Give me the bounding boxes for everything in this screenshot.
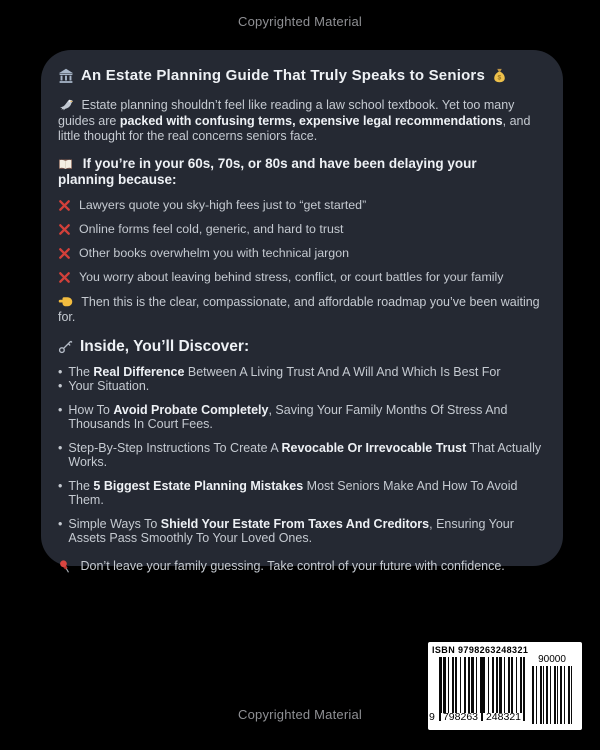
discover-heading-text: Inside, You’ll Discover: bbox=[80, 337, 250, 355]
svg-text:$: $ bbox=[497, 74, 502, 82]
bullet-dot: • bbox=[58, 402, 63, 417]
discover-item bbox=[58, 517, 549, 546]
bullet-dot: • bbox=[58, 440, 63, 455]
discover-item-text: How To Avoid Probate Completely, Saving Your Family Months Of Stress And Thousands In Court Fees. bbox=[68, 402, 508, 431]
discover-heading bbox=[58, 338, 549, 356]
cross-mark-icon bbox=[58, 199, 71, 212]
pain-points-list bbox=[58, 198, 549, 285]
eagle-icon bbox=[58, 97, 73, 112]
pain-points-heading-text: If you’re in your 60s, 70s, or 80s and have been delaying your planning because: bbox=[58, 155, 477, 187]
pain-point-item bbox=[58, 270, 549, 285]
cross-mark-icon bbox=[58, 223, 71, 236]
bullet-dot: • bbox=[58, 379, 63, 393]
pushpin-icon bbox=[58, 559, 72, 573]
money-bag-icon bbox=[492, 68, 507, 83]
isbn-label: ISBN 9798263248321 bbox=[432, 645, 529, 655]
closing-line bbox=[58, 559, 549, 575]
intro-post: , and little thought for the real concerns seniors face. bbox=[58, 113, 531, 143]
bank-icon bbox=[58, 68, 74, 84]
promise-text: Then this is the clear, compassionate, and affordable roadmap you’ve been waiting for. bbox=[58, 294, 540, 324]
pain-point-text: Online forms feel cold, generic, and hard to trust bbox=[79, 221, 344, 236]
intro-pre: Estate planning shouldn’t feel like reading a law school textbook. Yet too many guides are bbox=[58, 98, 515, 128]
barcode-addon-label: 90000 bbox=[538, 654, 566, 665]
discover-item-text: Step-By-Step Instructions To Create A Revocable Or Irrevocable Trust That Actually Works. bbox=[68, 440, 542, 469]
open-book-icon bbox=[58, 158, 73, 171]
closing-text: Don’t leave your family guessing. Take control of your future with confidence. bbox=[80, 558, 505, 573]
bullet-dot: • bbox=[58, 478, 63, 493]
discover-item bbox=[58, 365, 549, 394]
discover-item bbox=[58, 441, 549, 470]
pain-point-item bbox=[58, 246, 549, 261]
pain-point-item bbox=[58, 222, 549, 237]
promise-line bbox=[58, 294, 549, 326]
intro-bold: packed with confusing terms, expensive legal recommendations bbox=[119, 113, 503, 128]
cross-mark-icon bbox=[58, 247, 71, 260]
intro-paragraph bbox=[58, 97, 549, 145]
headline bbox=[58, 67, 549, 84]
pointing-hand-icon bbox=[58, 294, 73, 309]
discover-item bbox=[58, 403, 549, 432]
copyright-notice-bottom: Copyrighted Material bbox=[238, 707, 362, 722]
discover-list bbox=[58, 365, 549, 546]
discover-item-text: The Real Difference Between A Living Trust And A Will And Which Is Best For bbox=[68, 364, 501, 379]
discover-item bbox=[58, 479, 549, 508]
cross-mark-icon bbox=[58, 271, 71, 284]
bullet-dot: • bbox=[58, 516, 63, 531]
bullet-dot: • bbox=[58, 364, 63, 379]
discover-item-text: The 5 Biggest Estate Planning Mistakes Most Seniors Make And How To Avoid Them. bbox=[68, 478, 518, 507]
key-icon bbox=[58, 339, 73, 354]
barcode-digits: 9 798263 248321 bbox=[429, 711, 522, 723]
discover-item-text: Your Situation. bbox=[68, 379, 150, 393]
back-cover-blurb-card bbox=[41, 50, 563, 573]
pain-points-heading bbox=[58, 156, 536, 189]
pain-point-item bbox=[58, 198, 549, 213]
pain-point-text: You worry about leaving behind stress, conflict, or court battles for your family bbox=[79, 269, 504, 284]
discover-item-text: Simple Ways To Shield Your Estate From Taxes And Creditors, Ensuring Your Assets Pass Smoothly To Your Loved Ones. bbox=[68, 516, 514, 545]
pain-point-text: Lawyers quote you sky-high fees just to “get started” bbox=[79, 197, 367, 212]
headline-text: An Estate Planning Guide That Truly Speaks to Seniors bbox=[81, 67, 486, 84]
pain-point-text: Other books overwhelm you with technical jargon bbox=[79, 245, 349, 260]
copyright-notice-top: Copyrighted Material bbox=[238, 14, 362, 29]
